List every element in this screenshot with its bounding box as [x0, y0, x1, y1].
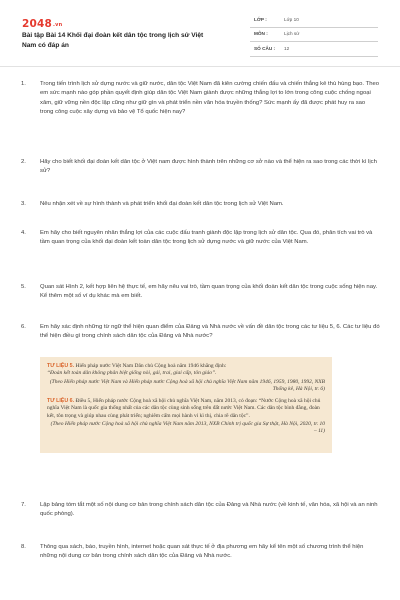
question-text: Hãy cho biết khối đại đoàn kết dân tộc ở Việt nam được hình thành trên những cơ sở nào và thể hiện ra sao trong các thời kì lịch sử? [40, 159, 377, 175]
meta-row-class [250, 13, 378, 28]
question-text: Quan sát Hình 2, kết hợp liên hệ thực tế, em hãy nêu vai trò, tầm quan trọng của khối đoàn kết dân tộc trong cuộc sống hiện nay. Kể thêm một số ví dụ khác mà em biết. [40, 284, 378, 300]
meta-table [250, 13, 378, 57]
page-header [0, 0, 400, 62]
meta-label: MÔN : [254, 31, 268, 36]
meta-label: SỐ CÂU : [254, 45, 276, 51]
source-6-heading [47, 398, 327, 420]
source-excerpt-box [40, 357, 332, 453]
site-logo[interactable] [22, 18, 62, 30]
source-body: Hiến pháp nước Việt Nam Dân chủ Cộng hoà năm 1946 khẳng định: [75, 363, 227, 369]
question-number: 1. [21, 81, 26, 87]
question-text: Em hãy cho biết nguyên nhân thắng lợi của các cuộc đấu tranh giành độc lập trong lịch sử dân tộc. Qua đó, phân tích vai trò và tầm quan trọng của khối đại đoàn kết toàn dân tộc trong lịch sử dựng nước và giữ nước của Việt Nam. [40, 230, 373, 246]
document-title: Bài tập Bài 14 Khối đại đoàn kết dân tộc trong lịch sử Việt Nam có đáp án [22, 32, 204, 49]
logo-text: 2048 [22, 18, 53, 30]
source-label: TƯ LIỆU 5. [47, 363, 75, 369]
question-number: 3. [21, 201, 26, 207]
source-citation: (Theo Hiến pháp nước Việt Nam và Hiến pháp nước Cộng hoà xã hội chủ nghĩa Việt Nam năm 1946, 1959, 1980, 1992, NXB Thống kê, Hà Nội, tr. 6) [49, 378, 325, 392]
meta-row-subject [250, 28, 378, 43]
source-body: Điều 5, Hiến pháp nước Cộng hoà xã hội chủ nghĩa Việt Nam, năm 2013, có đoạn: “Nước Cộng hoà xã hội chủ nghĩa Việt Nam là quốc gia thống nhất của các dân tộc cùng sinh sống trên đất nước Việt Nam. Các dân tộc bình đẳng, đoàn kết, tôn trọng và giúp nhau cùng phát triển; nghiêm cấm mọi hành vi kì thị, chia rẽ dân tộc”. [47, 398, 321, 419]
meta-label: LỚP : [254, 16, 267, 22]
question-number: 4. [21, 230, 26, 236]
question-text: Trong tiến trình lịch sử dựng nước và giữ nước, dân tộc Việt Nam đã kiên cường chiến đấu và chiến thắng kẻ thù hùng bạo. Theo em sức mạnh nào góp phần quyết định giúp dân tộc Việt Nam giành được những thắng lợi to lớn trong công cuộc chống ngoại xâm, giữ vững nền độc lập cũng như giữ gìn và phát triển nền văn hóa truyền thống? Sức mạnh ấy đã được phát huy ra sao trong công cuộc xây dựng và bảo vệ Tổ quốc hiện nay? [40, 81, 380, 115]
question-number: 7. [21, 502, 26, 508]
source-citation: (Theo Hiến pháp nước Cộng hoà xã hội chủ nghĩa Việt Nam năm 2013, NXB Chính trị quốc gia Sự thật, Hà Nội, 2020, tr. 10 – 11) [50, 420, 325, 435]
source-quote: “Đoàn kết toàn dân không phân biệt giống nòi, gái, trai, giai cấp, tôn giáo”. [47, 370, 217, 377]
source-label: TƯ LIỆU 6. [47, 398, 75, 404]
question-text: Em hãy xác định những từ ngữ thể hiện quan điểm của Đảng và Nhà nước về vấn đề dân tộc trong các tư liệu 5, 6. Các tư liệu đó thể hiện điều gì trong chính sách dân tộc của Đảng và Nhà nước? [40, 324, 380, 340]
meta-value: Lớp 10 [284, 16, 299, 22]
source-5 [47, 363, 327, 393]
meta-value: Lịch sử [284, 31, 300, 36]
question-text: Thông qua sách, báo, truyền hình, internet hoặc quan sát thực tế ở địa phương em hãy kể tên một số chương trình thể hiện những nội dung cơ bản trong chính sách dân tộc của Đảng và Nhà nước. [40, 544, 364, 560]
question-number: 6. [21, 324, 26, 330]
question-text: Lập bảng tóm tắt một số nội dung cơ bản trong chính sách dân tộc của Đảng và Nhà nước (về kinh tế, văn hóa, xã hội và an ninh quốc phòng). [40, 502, 378, 518]
question-number: 5. [21, 284, 26, 290]
source-6 [47, 398, 327, 435]
question-number: 2. [21, 159, 26, 165]
question-text: Nêu nhận xét về sự hình thành và phát triển khối đại đoàn kết dân tộc trong lịch sử Việt Nam. [40, 201, 284, 207]
header-divider [0, 66, 400, 67]
logo-suffix: .vn [53, 22, 63, 28]
meta-value: 12 [284, 45, 290, 51]
question-number: 8. [21, 544, 26, 550]
meta-row-count [250, 42, 378, 57]
